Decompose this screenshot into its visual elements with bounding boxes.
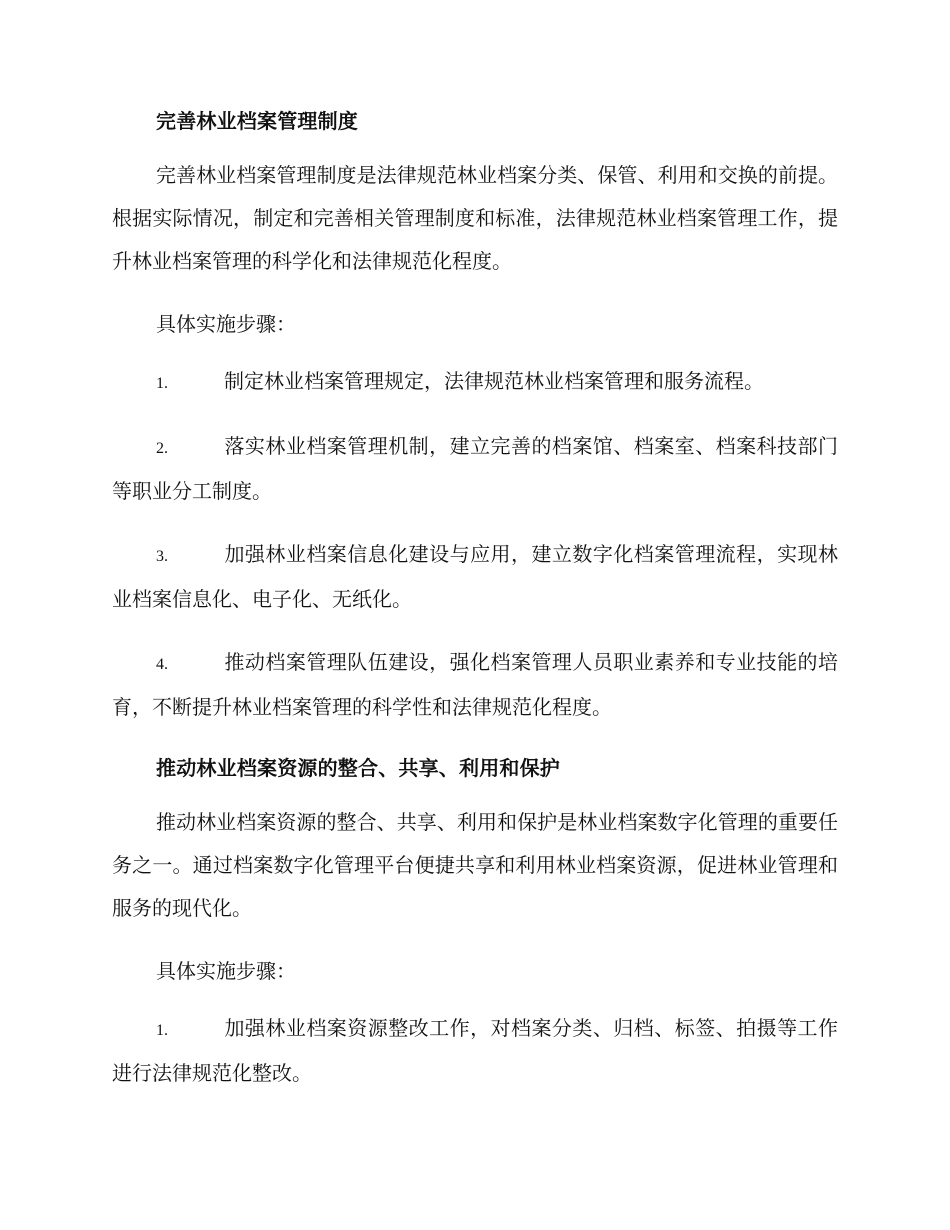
list-item-number: 4. — [156, 656, 168, 673]
list-item-number: 2. — [156, 440, 168, 457]
list-item — [112, 360, 838, 405]
list-item — [112, 641, 838, 729]
list-item-text: 推动档案管理队伍建设，强化档案管理人员职业素养和专业技能的培育，不断提升林业档案管理的科学性和法律规范化程度。 — [112, 650, 838, 719]
list-item-text: 加强林业档案资源整改工作，对档案分类、归档、标签、拍摄等工作进行法律规范化整改。 — [112, 1016, 838, 1085]
list-item-number: 3. — [156, 548, 168, 565]
section-heading: 推动林业档案资源的整合、共享、利用和保护 — [156, 756, 560, 780]
section-intro-paragraph: 完善林业档案管理制度是法律规范林业档案分类、保管、利用和交换的前提。根据实际情况，制定和完善相关管理制度和标准，法律规范林业档案管理工作，提升林业档案管理的科学化和法律规范化程度。 — [112, 163, 838, 273]
list-item — [112, 1007, 838, 1095]
list-item-number: 1. — [156, 1022, 168, 1039]
list-item — [112, 425, 838, 513]
document-body — [112, 106, 838, 1115]
section-management-system — [112, 106, 838, 729]
section-resource-integration — [112, 753, 838, 1095]
section-intro-paragraph: 推动林业档案资源的整合、共享、利用和保护是林业档案数字化管理的重要任务之一。通过档案数字化管理平台便捷共享和利用林业档案资源，促进林业管理和服务的现代化。 — [112, 810, 838, 920]
list-item-text: 加强林业档案信息化建设与应用，建立数字化档案管理流程，实现林业档案信息化、电子化、无纸化。 — [112, 542, 838, 611]
list-item — [112, 533, 838, 621]
list-item-text: 落实林业档案管理机制，建立完善的档案馆、档案室、档案科技部门等职业分工制度。 — [112, 434, 838, 503]
steps-label: 具体实施步骤： — [156, 959, 296, 983]
steps-label: 具体实施步骤： — [156, 312, 296, 336]
section-heading: 完善林业档案管理制度 — [156, 109, 358, 133]
list-item-number: 1. — [156, 375, 168, 392]
list-item-text: 制定林业档案管理规定，法律规范林业档案管理和服务流程。 — [224, 369, 764, 393]
